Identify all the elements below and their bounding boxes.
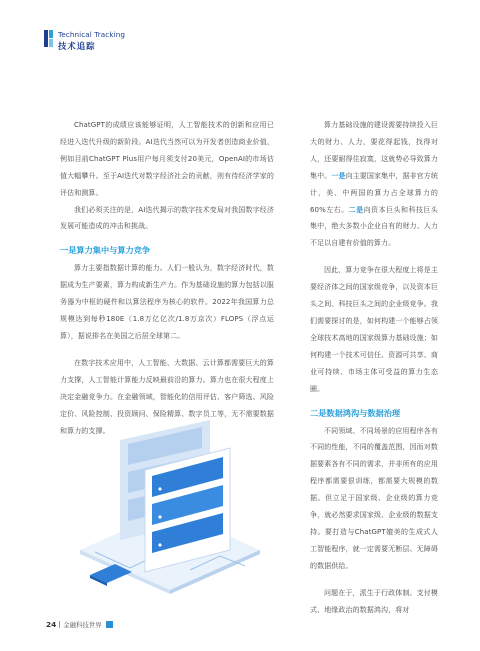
paragraph: 在数字技术应用中，人工智能、大数据、云计算都需要巨大的算力支撑，人工智能计算能力反映最前沿的算力。算力也在很大程度上决定金融竞争力。在金融领域，智能化的信用评估、客户筛选、风险定价、风险控制、投资顾问、保险精算、数字员工等，无不需要数据和算力的支撑。 xyxy=(60,358,274,435)
page-footer xyxy=(46,612,113,629)
paragraph: 不同领域、不同场景的应用程序各有不同的性能，不同的覆盖范围，因而对数据要素各有不同的需求，并非所有的应用程序都需要很训练，都需要大规模的数据。但立足于国家级、企业级的算力竞争，就必然要求国家级、企业级的数据支持。要打造与ChatGPT媲美的生成式人工智能程序，就一定需要无断层、无障碍的数据供给。 xyxy=(310,426,438,570)
page-number: 24 xyxy=(46,620,57,629)
footer-divider xyxy=(59,621,60,628)
column-title-cn: 技术追踪 xyxy=(58,41,96,51)
left-column xyxy=(60,117,274,439)
paragraph: 问题在于，派生于行政体制、支付模式、地缘政治的数据鸿沟，将对 xyxy=(310,588,438,614)
server-illustration xyxy=(60,400,280,595)
section-heading: 二是数据鸿沟与数据治理 xyxy=(310,407,401,418)
publication-name: 金融科技世界 xyxy=(63,621,102,629)
paragraph: ChatGPT的成绩应该能够证明，人工智能技术的创新和应用已经进入迭代升级的新阶段。AI迭代当然可以为开发者创造商业价值，例如目前ChatGPT Plus用户每月须支付20美元，OpenAI的市场估值大幅攀升。至于AI迭代对数字经济社会的贡献，则有待经济学家的评估和测算。 xyxy=(60,121,274,197)
paragraph: 算力基础设施的建设需要持续投入巨大的财力、人力，要花得起钱，找得对人，还要耐得住寂寞，这就势必导致算力集中。一是向主要国家集中，据非官方统计，美、中两国的算力占全球算力的60%左右。二是向资本巨头和科技巨头集中，绝大多数小企业自有的财力、人力不足以自建有价值的算力。 xyxy=(310,121,438,248)
paragraph: 算力主要指数据计算的能力。人们一般认为，数字经济时代，数据成为生产要素，算力构成新生产力。作为基础设施的算力包括以服务器为中枢的硬件和以算法程序为核心的软件。2022年我国算力总规模达到每秒180E（1.8万亿亿次/1.8万京次）FLOPS（浮点运算），据说排名在美国之后居全球第二。 xyxy=(60,264,274,340)
column-logo-icon xyxy=(44,30,53,47)
qr-icon xyxy=(106,621,113,628)
paragraph: 我们必须关注的是，AI迭代揭示的数字技术变局对我国数字经济发展可能造成的冲击和挑战。 xyxy=(60,205,274,231)
section-heading: 一是算力集中与算力竞争 xyxy=(60,245,151,256)
column-title-en: Technical Tracking xyxy=(58,30,126,39)
header xyxy=(44,29,244,53)
isometric-server-icon xyxy=(60,400,280,595)
right-column xyxy=(310,117,438,618)
paragraph: 因此，算力竞争在很大程度上将是主要经济体之间的国家级竞争，以及资本巨头之间、科技巨头之间的企业级竞争。我们需要探讨的是，如何构建一个能够占领全球技术高地的国家级算力基础设施；如何构建一个技术可信任、资源可共享、商业可持续、市场主体可受益的算力生态圈。 xyxy=(310,266,438,393)
